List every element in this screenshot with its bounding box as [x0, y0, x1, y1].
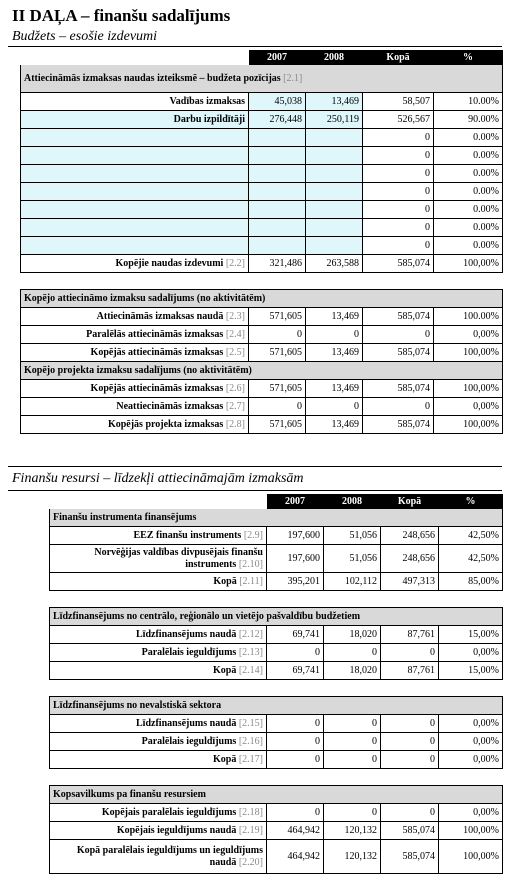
percent-cell: 0,00%: [439, 715, 503, 733]
table-row: [50, 626, 503, 644]
value-2007: 0: [267, 751, 324, 769]
total-cell: 0: [363, 326, 434, 344]
row-label: Līdzfinansējums naudā: [136, 718, 237, 729]
total-cell: 526,567: [363, 111, 434, 129]
header-2008: 2008: [306, 51, 363, 65]
input-2008[interactable]: [306, 219, 363, 237]
input-2008[interactable]: [306, 183, 363, 201]
percent-cell: 0,00%: [434, 326, 503, 344]
value-2008: 120,132: [324, 840, 381, 874]
section-header: [21, 362, 503, 380]
value-2008: 102,112: [324, 573, 381, 591]
section-header: [21, 290, 503, 308]
value-2007: 197,600: [267, 545, 324, 573]
input-2008[interactable]: [306, 237, 363, 255]
percent-cell: 0.00%: [434, 237, 503, 255]
input-2008[interactable]: [306, 147, 363, 165]
section-label: Kopējo projekta izmaksu sadalījums (no aktivitātēm): [21, 362, 503, 380]
table-row: [50, 527, 503, 545]
percent-cell: 15,00%: [439, 626, 503, 644]
input-2008[interactable]: 13,469: [306, 93, 363, 111]
table-row: [50, 644, 503, 662]
input-2007[interactable]: [249, 237, 306, 255]
value-2007: 0: [267, 715, 324, 733]
row-label[interactable]: [21, 129, 249, 147]
value-2008: 263,588: [306, 255, 363, 273]
section-header: [50, 509, 503, 527]
total-cell: 0: [363, 219, 434, 237]
budget-header-row: [21, 51, 503, 65]
row-label[interactable]: [21, 201, 249, 219]
row-label[interactable]: [21, 183, 249, 201]
value-2007: 571,605: [249, 344, 306, 362]
value-2007: 197,600: [267, 527, 324, 545]
total-cell: 0: [381, 751, 439, 769]
resources-table: [49, 494, 503, 874]
value-2007: 464,942: [267, 840, 324, 874]
input-2007[interactable]: [249, 147, 306, 165]
section-divider: [8, 466, 502, 467]
total-cell: 585,074: [363, 344, 434, 362]
row-label: Paralēlais ieguldījums: [141, 647, 237, 658]
table-row: [21, 219, 503, 237]
table-row: [21, 344, 503, 362]
table-row: [21, 380, 503, 398]
value-2008: 13,469: [306, 416, 363, 434]
header-total: Kopā: [363, 51, 434, 65]
row-label[interactable]: [21, 219, 249, 237]
percent-cell: 0,00%: [439, 804, 503, 822]
total-cell: 585,074: [363, 380, 434, 398]
table-row: [50, 804, 503, 822]
value-2007: 321,486: [249, 255, 306, 273]
total-cell: 585,074: [381, 822, 439, 840]
ref-label: [2.20]: [238, 856, 263, 868]
value-2008: 0: [324, 733, 381, 751]
total-cell: 58,507: [363, 93, 434, 111]
header-percent: %: [439, 495, 503, 509]
page-title: II DAĻA – finanšu sadalījums: [12, 6, 231, 25]
ref-label: [2.8]: [225, 419, 245, 430]
table-row: [21, 308, 503, 326]
ref-label: [2.2]: [225, 258, 245, 269]
total-cell: 248,656: [381, 527, 439, 545]
ref-label: [2.17]: [238, 754, 263, 765]
table-row: [21, 416, 503, 434]
input-2008[interactable]: [306, 201, 363, 219]
ref-label: [2.5]: [225, 347, 245, 358]
value-2007: 395,201: [267, 573, 324, 591]
value-2008: 51,056: [324, 545, 381, 573]
total-cell: 87,761: [381, 662, 439, 680]
table-row: [50, 822, 503, 840]
value-2008: 13,469: [306, 380, 363, 398]
percent-cell: 0.00%: [434, 165, 503, 183]
row-label: Kopējais paralēlais ieguldījums: [101, 807, 237, 818]
percent-cell: 0.00%: [434, 129, 503, 147]
input-2007[interactable]: [249, 219, 306, 237]
value-2007: 69,741: [267, 626, 324, 644]
input-2007[interactable]: [249, 129, 306, 147]
input-2008[interactable]: [306, 129, 363, 147]
table-row: [21, 129, 503, 147]
total-cell: 0: [363, 201, 434, 219]
table-row: [21, 201, 503, 219]
budget-top-rule: [8, 46, 502, 47]
total-cell: 0: [363, 129, 434, 147]
row-label: Neattiecināmās izmaksas: [116, 401, 224, 412]
ref-label: [2.10]: [238, 558, 263, 570]
total-row: [21, 255, 503, 273]
value-2008: 18,020: [324, 626, 381, 644]
value-2008: 13,469: [306, 308, 363, 326]
value-2008: 0: [306, 398, 363, 416]
total-cell: 0: [363, 237, 434, 255]
header-2007: 2007: [267, 495, 324, 509]
ref-label: [2.15]: [238, 718, 263, 729]
resources-header-row: [50, 495, 503, 509]
header-2007: 2007: [249, 51, 306, 65]
value-2007: 0: [249, 326, 306, 344]
percent-cell: 42,50%: [439, 545, 503, 573]
table-row: [21, 326, 503, 344]
input-2007[interactable]: [249, 201, 306, 219]
row-label[interactable]: [21, 147, 249, 165]
row-label: Kopējās attiecināmās izmaksas: [90, 383, 224, 394]
ref-label: [2.9]: [243, 530, 263, 541]
total-cell: 0: [363, 183, 434, 201]
value-2007: 69,741: [267, 662, 324, 680]
section-label: Līdzfinansējums no centrālo, reģionālo un vietējo pašvaldību budžetiem: [50, 608, 503, 626]
ref-label: [2.19]: [238, 825, 263, 836]
table-row: [50, 733, 503, 751]
total-cell: 0: [381, 715, 439, 733]
row-label: Vadības izmaksas: [21, 93, 249, 111]
total-cell: 585,074: [363, 416, 434, 434]
ref-label: [2.3]: [225, 311, 245, 322]
budget-subtitle: Budžets – esošie izdevumi: [12, 29, 158, 44]
value-2007: 571,605: [249, 416, 306, 434]
value-2008: 0: [306, 326, 363, 344]
percent-cell: 0,00%: [434, 398, 503, 416]
input-2008[interactable]: [306, 165, 363, 183]
table-row: [21, 398, 503, 416]
value-2007: 0: [267, 733, 324, 751]
section-label: Kopējo attiecināmo izmaksu sadalījums (no aktivitātēm): [21, 290, 503, 308]
percent-cell: 42,50%: [439, 527, 503, 545]
row-label: Kopā paralēlais ieguldījums un ieguldījums naudā: [76, 844, 263, 868]
value-2008: 18,020: [324, 662, 381, 680]
row-label: Attiecināmās izmaksas naudā: [96, 311, 224, 322]
ref-label: [2.11]: [239, 576, 263, 587]
percent-cell: 100,00%: [434, 255, 503, 273]
table-row: [21, 111, 503, 129]
row-label: Kopējās attiecināmās izmaksas: [90, 347, 224, 358]
section-header: [21, 65, 503, 93]
value-2008: 13,469: [306, 344, 363, 362]
percent-cell: 100.00%: [434, 308, 503, 326]
section-header: [50, 697, 503, 715]
row-label: Kopējais ieguldījums naudā: [116, 825, 237, 836]
section-label: Attiecināmās izmaksas naudas izteiksmē – budžeta pozīcijas: [24, 72, 281, 84]
total-cell: 585,074: [363, 308, 434, 326]
resources-top-rule: [8, 490, 502, 491]
value-2007: 464,942: [267, 822, 324, 840]
total-cell: 87,761: [381, 626, 439, 644]
value-2007: 0: [267, 804, 324, 822]
percent-cell: 100,00%: [434, 416, 503, 434]
value-2007: 571,605: [249, 380, 306, 398]
ref-label: [2.14]: [238, 665, 263, 676]
ref-label: [2.13]: [238, 647, 263, 658]
budget-table: [20, 50, 503, 434]
total-cell: 0: [381, 804, 439, 822]
total-cell: 585,074: [381, 840, 439, 874]
percent-cell: 15,00%: [439, 662, 503, 680]
input-2007[interactable]: [249, 165, 306, 183]
table-row: [50, 573, 503, 591]
row-label: Kopā: [212, 665, 237, 676]
table-row: [50, 662, 503, 680]
table-row: [50, 715, 503, 733]
total-cell: 0: [363, 147, 434, 165]
value-2007: 0: [249, 398, 306, 416]
section-label: Līdzfinansējums no nevalstiskā sektora: [50, 697, 503, 715]
total-cell: 497,313: [381, 573, 439, 591]
section-label: Finanšu instrumenta finansējums: [50, 509, 503, 527]
total-cell: 248,656: [381, 545, 439, 573]
ref-label: [2.6]: [225, 383, 245, 394]
section-label: Kopsavilkums pa finanšu resursiem: [50, 786, 503, 804]
percent-cell: 85,00%: [439, 573, 503, 591]
header-total: Kopā: [381, 495, 439, 509]
row-label: Paralēlās attiecināmās izmaksas: [86, 329, 224, 340]
input-2008[interactable]: 250,119: [306, 111, 363, 129]
input-2007[interactable]: 276,448: [249, 111, 306, 129]
table-row: [21, 147, 503, 165]
row-label: Līdzfinansējums naudā: [136, 629, 237, 640]
value-2008: 0: [324, 715, 381, 733]
total-cell: 0: [363, 165, 434, 183]
percent-cell: 90.00%: [434, 111, 503, 129]
table-row: [21, 165, 503, 183]
row-label: EEZ finanšu instruments: [133, 530, 242, 541]
input-2007[interactable]: 45,038: [249, 93, 306, 111]
row-label: Kopējie naudas izdevumi: [115, 258, 224, 269]
row-label: Kopējās projekta izmaksas: [107, 419, 224, 430]
ref-label: [2.16]: [238, 736, 263, 747]
percent-cell: 0.00%: [434, 201, 503, 219]
table-row: [50, 840, 503, 874]
row-label: Kopā: [212, 754, 237, 765]
row-label[interactable]: [21, 165, 249, 183]
percent-cell: 0.00%: [434, 147, 503, 165]
value-2007: 571,605: [249, 308, 306, 326]
ref-label: [2.7]: [225, 401, 245, 412]
value-2008: 0: [324, 644, 381, 662]
percent-cell: 10.00%: [434, 93, 503, 111]
value-2008: 51,056: [324, 527, 381, 545]
percent-cell: 0,00%: [439, 733, 503, 751]
value-2008: 120,132: [324, 822, 381, 840]
input-2007[interactable]: [249, 183, 306, 201]
ref-label: [2.1]: [283, 72, 303, 84]
percent-cell: 0.00%: [434, 183, 503, 201]
percent-cell: 100,00%: [434, 344, 503, 362]
percent-cell: 0,00%: [439, 644, 503, 662]
table-row: [50, 545, 503, 573]
percent-cell: 0,00%: [439, 751, 503, 769]
percent-cell: 0.00%: [434, 219, 503, 237]
table-row: [50, 751, 503, 769]
table-row: [21, 237, 503, 255]
section-header: [50, 608, 503, 626]
section-header: [50, 786, 503, 804]
ref-label: [2.4]: [225, 329, 245, 340]
row-label: Norvēģijas valdības divpusējais finanšu instruments: [94, 546, 263, 570]
total-cell: 0: [381, 733, 439, 751]
ref-label: [2.12]: [238, 629, 263, 640]
value-2007: 0: [267, 644, 324, 662]
ref-label: [2.18]: [238, 807, 263, 818]
row-label[interactable]: Darbu izpildītāji: [21, 111, 249, 129]
row-label: Paralēlais ieguldījums: [141, 736, 237, 747]
percent-cell: 100,00%: [439, 822, 503, 840]
header-percent: %: [434, 51, 503, 65]
percent-cell: 100,00%: [439, 840, 503, 874]
value-2008: 0: [324, 751, 381, 769]
table-row: [21, 93, 503, 111]
total-cell: 0: [381, 644, 439, 662]
percent-cell: 100,00%: [434, 380, 503, 398]
row-label: Kopā: [213, 576, 237, 587]
total-cell: 585,074: [363, 255, 434, 273]
resources-subtitle: Finanšu resursi – līdzekļi attiecināmajām izmaksām: [12, 471, 304, 486]
value-2008: 0: [324, 804, 381, 822]
row-label[interactable]: [21, 237, 249, 255]
header-2008: 2008: [324, 495, 381, 509]
total-cell: 0: [363, 398, 434, 416]
table-row: [21, 183, 503, 201]
